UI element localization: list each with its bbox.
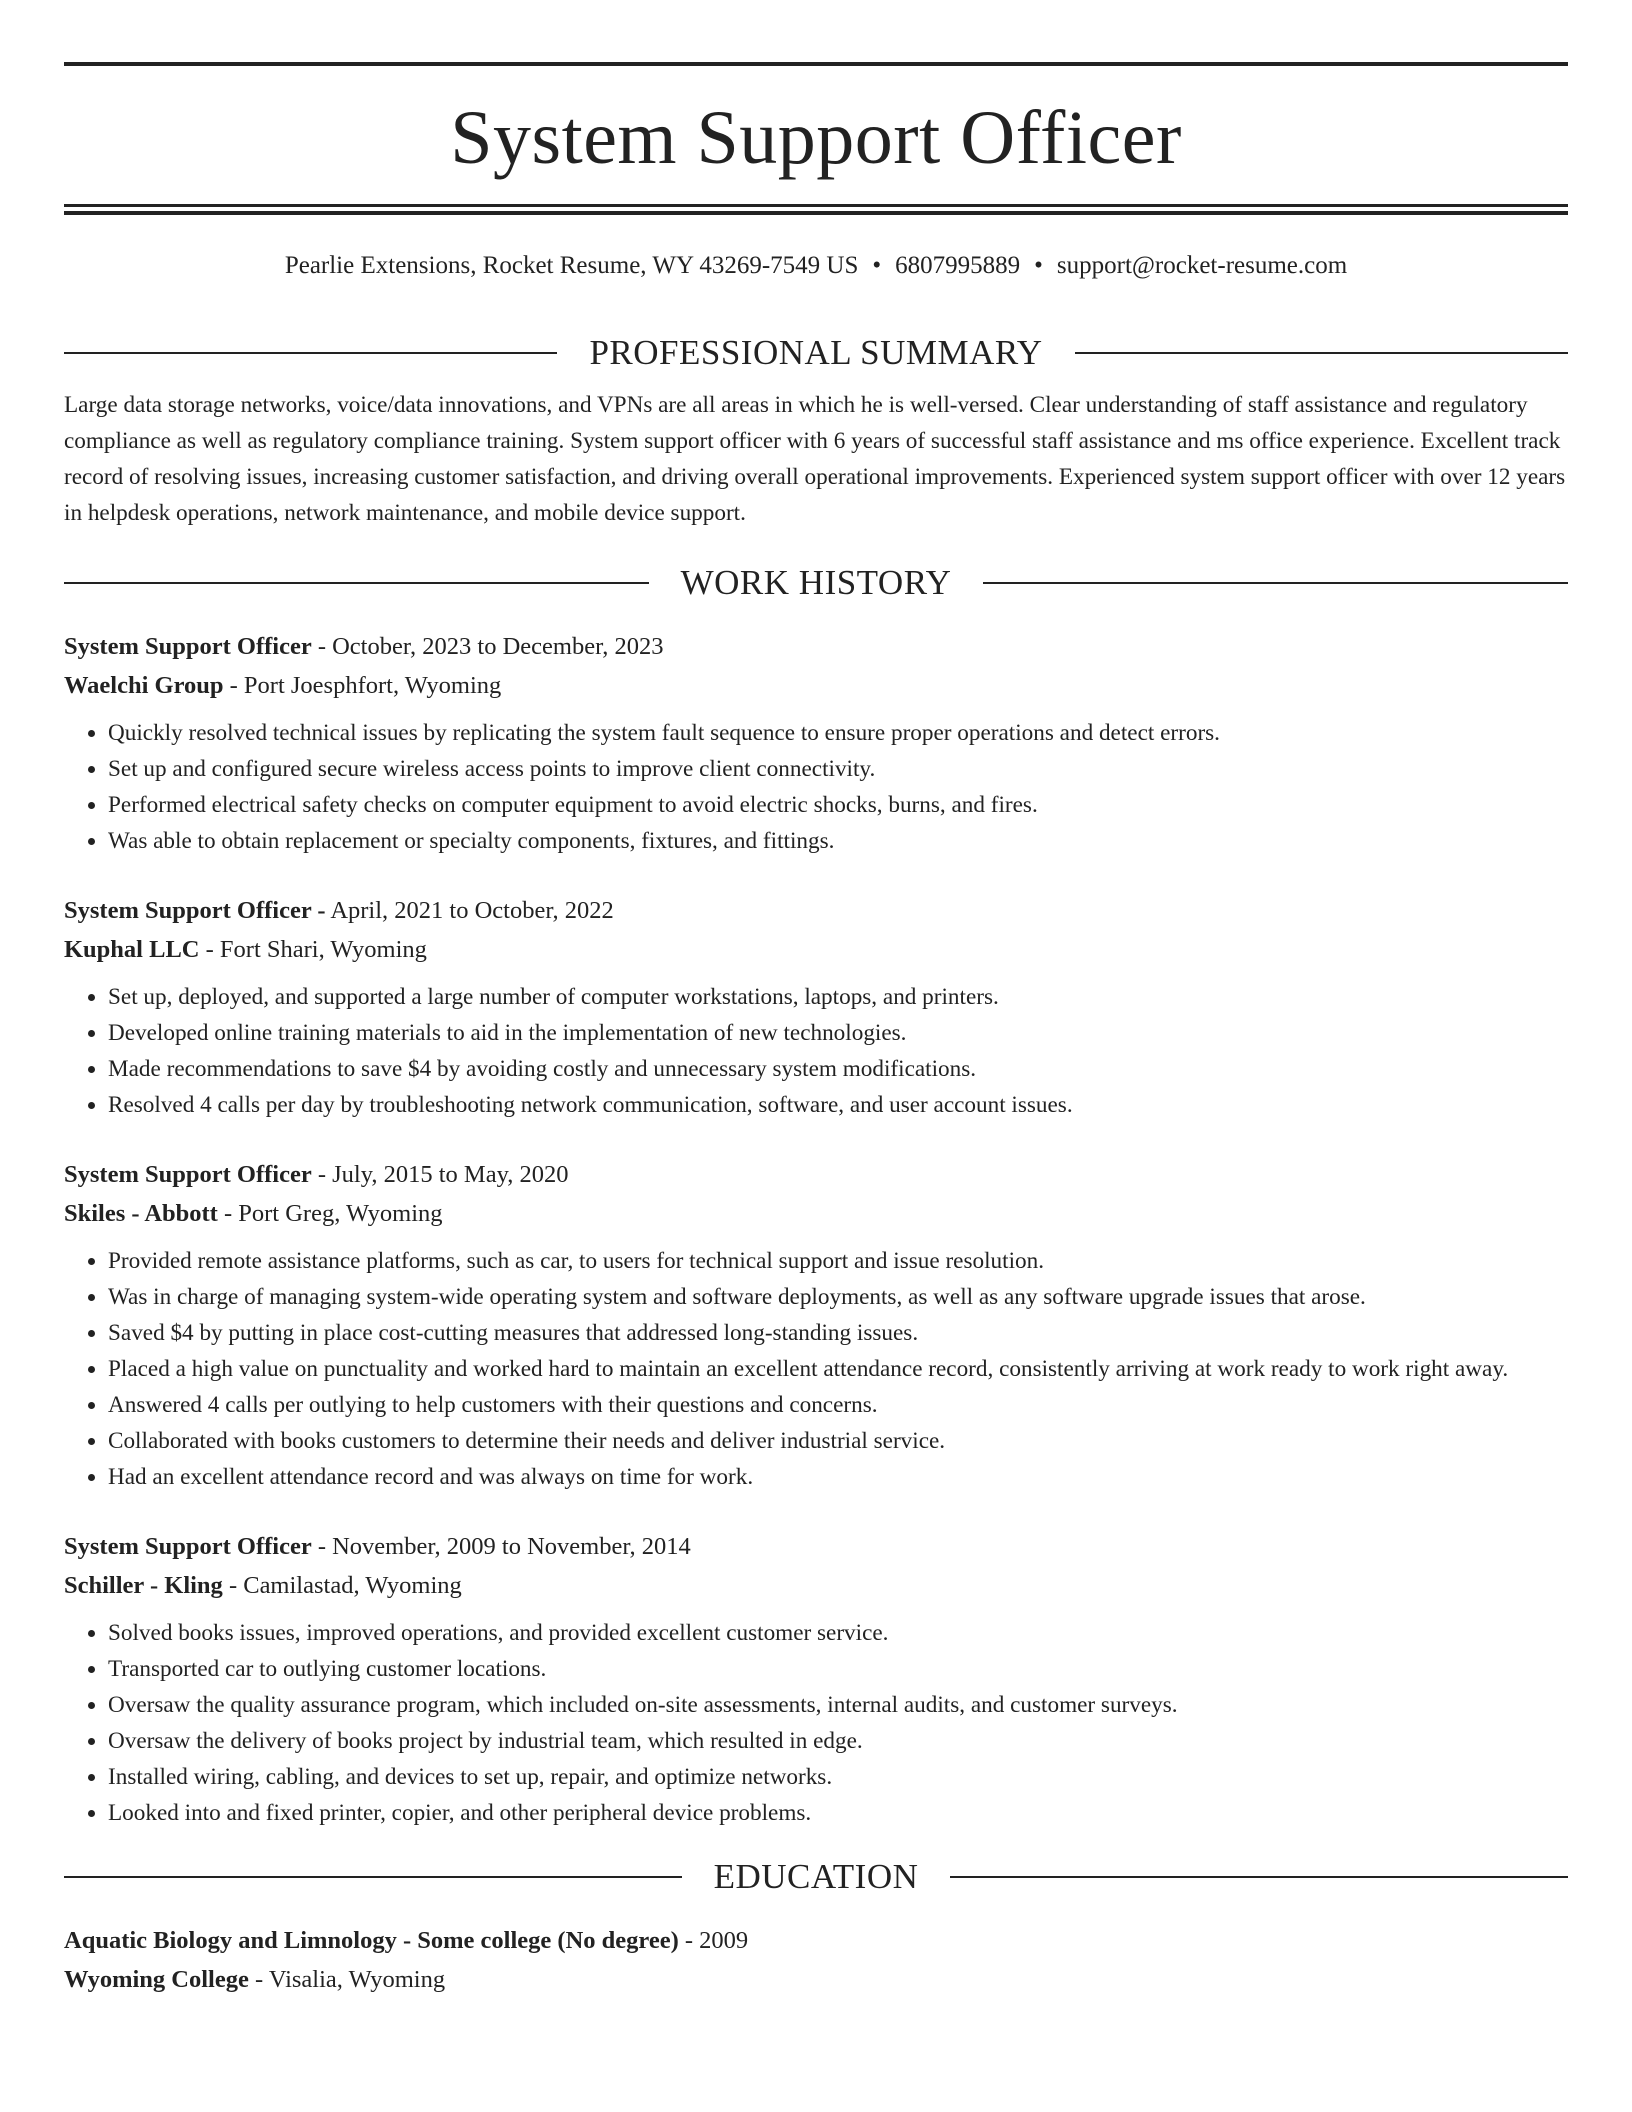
job-location: - Port Joesphfort, Wyoming: [223, 672, 502, 699]
job-entry: [64, 891, 1568, 1123]
job-entry: [64, 1527, 1568, 1831]
education-entry: [64, 1921, 1568, 1999]
summary-heading: [64, 331, 1568, 375]
job-bullet: • Placed a high value on punctuality and worked hard to maintain an excellent attendance record, consistently arriving at work ready to work right away.: [108, 1351, 1568, 1387]
education-degree-line: [64, 1921, 1568, 1960]
resume-page: [64, 62, 1568, 1999]
job-title-line: [64, 1527, 1568, 1566]
education-degree: Aquatic Biology and Limnology - Some college (No degree): [64, 1927, 679, 1954]
job-bullet: • Was in charge of managing system-wide operating system and software deployments, as well as any software upgrade issues that arose.: [108, 1279, 1568, 1315]
heading-rule-left: [64, 582, 649, 584]
heading-rule-left: [64, 1876, 682, 1878]
summary-text: Large data storage networks, voice/data innovations, and VPNs are all areas in which he is well-versed. Clear understanding of staff assistance and regulatory compliance as well as regulatory compliance training. System support officer with 6 years of successful staff assistance and ms office experience. Excellent track record of resolving issues, increasing customer satisfaction, and driving overall operational improvements. Experienced system support officer with over 12 years in helpdesk operations, network maintenance, and mobile device support.: [64, 392, 1566, 526]
contact-separator: •: [872, 252, 882, 279]
job-bullet: • Set up and configured secure wireless access points to improve client connectivity.: [108, 751, 1568, 787]
heading-rule-right: [950, 1876, 1568, 1878]
education-location: - Visalia, Wyoming: [248, 1966, 446, 1993]
job-bullets: [64, 1615, 1568, 1831]
contact-address: Pearlie Extensions, Rocket Resume, WY 43269-7549 US: [284, 252, 859, 279]
job-company-line: [64, 930, 1568, 969]
job-bullet: • Resolved 4 calls per day by troubleshooting network communication, software, and user account issues.: [108, 1087, 1568, 1123]
job-title: System Support Officer: [64, 633, 312, 660]
work-history-heading: [64, 561, 1568, 605]
job-bullet: • Collaborated with books customers to determine their needs and deliver industrial service.: [108, 1423, 1568, 1459]
job-company: Waelchi Group: [64, 672, 224, 699]
education-school: Wyoming College: [64, 1966, 249, 1993]
job-dates: - October, 2023 to December, 2023: [311, 633, 664, 660]
job-bullets: [64, 1243, 1568, 1495]
contact-separator: •: [1034, 252, 1043, 279]
contact-line: [64, 251, 1568, 281]
job-bullet: • Provided remote assistance platforms, such as car, to users for technical support and issue resolution.: [108, 1243, 1568, 1279]
job-bullets: [64, 715, 1568, 859]
job-title: System Support Officer: [64, 1533, 312, 1560]
job-dates: - November, 2009 to November, 2014: [311, 1533, 691, 1560]
job-bullet: • Developed online training materials to aid in the implementation of new technologies.: [108, 1015, 1568, 1051]
job-company-line: [64, 1194, 1568, 1233]
job-bullet: • Looked into and fixed printer, copier, and other peripheral device problems.: [108, 1795, 1568, 1831]
job-bullet: • Performed electrical safety checks on computer equipment to avoid electric shocks, burns, and fires.: [108, 787, 1568, 823]
job-bullet: • Solved books issues, improved operations, and provided excellent customer service.: [108, 1615, 1568, 1651]
job-location: - Port Greg, Wyoming: [217, 1200, 443, 1227]
job-bullet: • Set up, deployed, and supported a large number of computer workstations, laptops, and printers.: [108, 979, 1568, 1015]
job-location: - Fort Shari, Wyoming: [199, 936, 427, 963]
work-history-title: WORK HISTORY: [680, 563, 952, 602]
job-title-line: [64, 627, 1568, 666]
job-title-line: [64, 1155, 1568, 1194]
job-company-line: [64, 1566, 1568, 1605]
job-entry: [64, 627, 1568, 859]
education-year: - 2009: [678, 1927, 749, 1954]
job-entry: [64, 1155, 1568, 1495]
education-title: EDUCATION: [713, 1857, 919, 1896]
job-bullet: • Had an excellent attendance record and was always on time for work.: [108, 1459, 1568, 1495]
job-bullet: • Quickly resolved technical issues by replicating the system fault sequence to ensure proper operations and detect errors.: [108, 715, 1568, 751]
job-bullet: • Made recommendations to save $4 by avoiding costly and unnecessary system modifications.: [108, 1051, 1568, 1087]
job-bullet: • Saved $4 by putting in place cost-cutting measures that addressed long-standing issues.: [108, 1315, 1568, 1351]
job-company-line: [64, 666, 1568, 705]
job-company: Schiller - Kling: [64, 1572, 223, 1599]
job-dates: - July, 2015 to May, 2020: [311, 1161, 569, 1188]
job-bullet: • Was able to obtain replacement or specialty components, fixtures, and fittings.: [108, 823, 1568, 859]
resume-name: System Support Officer: [450, 96, 1182, 180]
top-rule: [64, 62, 1568, 66]
double-rule: [64, 204, 1568, 215]
contact-phone: 6807995889: [895, 252, 1021, 279]
heading-rule-left: [64, 352, 557, 354]
job-company: Kuphal LLC: [64, 936, 200, 963]
heading-rule-right: [1075, 352, 1568, 354]
heading-rule-right: [983, 582, 1568, 584]
job-bullet: • Installed wiring, cabling, and devices to set up, repair, and optimize networks.: [108, 1759, 1568, 1795]
contact-email: support@rocket-resume.com: [1056, 252, 1348, 279]
job-bullet: • Transported car to outlying customer locations.: [108, 1651, 1568, 1687]
summary-title: PROFESSIONAL SUMMARY: [589, 333, 1043, 372]
job-title-line: [64, 891, 1568, 930]
job-bullet: • Answered 4 calls per outlying to help customers with their questions and concerns.: [108, 1387, 1568, 1423]
job-company: Skiles - Abbott: [64, 1200, 218, 1227]
job-bullet: • Oversaw the delivery of books project by industrial team, which resulted in edge.: [108, 1723, 1568, 1759]
job-bullet: • Oversaw the quality assurance program, which included on-site assessments, internal audits, and customer surveys.: [108, 1687, 1568, 1723]
education-heading: [64, 1855, 1568, 1899]
education-school-line: [64, 1960, 1568, 1999]
job-bullets: [64, 979, 1568, 1123]
job-title: System Support Officer -: [64, 897, 326, 924]
job-dates: April, 2021 to October, 2022: [325, 897, 614, 924]
job-title: System Support Officer: [64, 1161, 312, 1188]
job-location: - Camilastad, Wyoming: [222, 1572, 462, 1599]
